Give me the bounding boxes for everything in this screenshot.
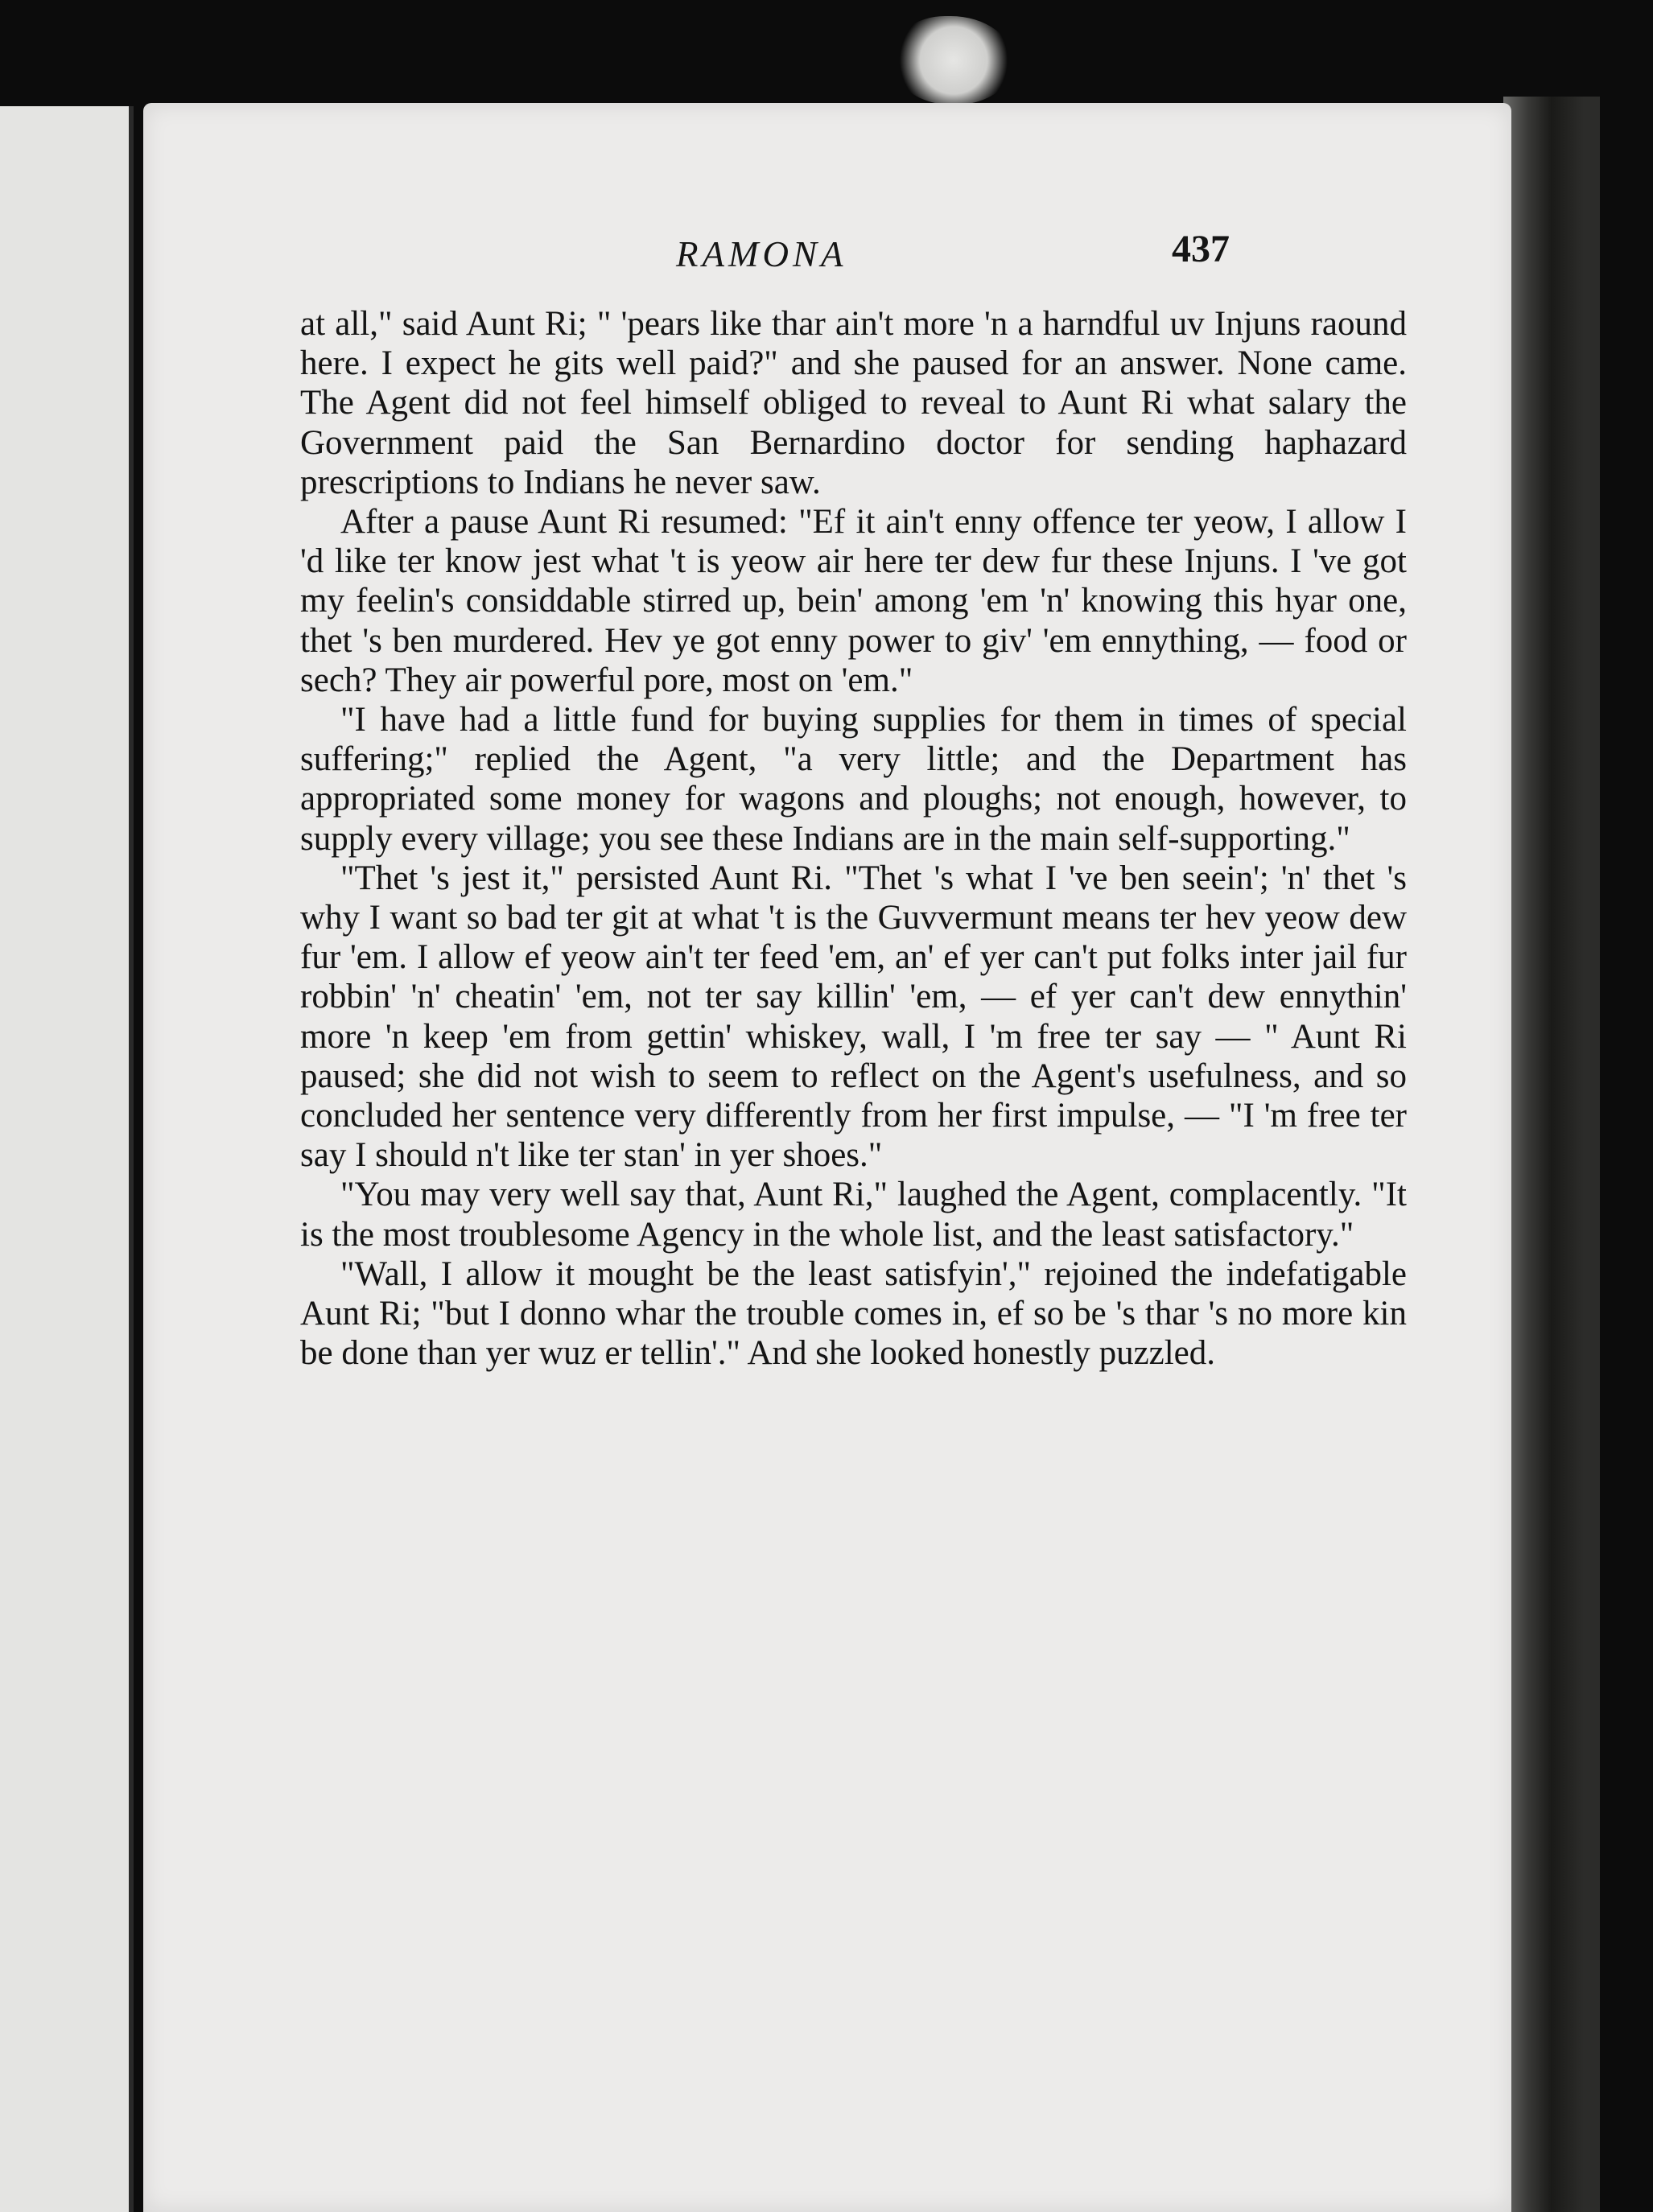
paragraph: "I have had a little fund for buying supplies for them in times of special suffering;" replied the Agent, "a very little; and the Department has appropriated some money for wagons and ploughs; not enough, however, to supply every village; you see these Indians are in the main self-supporting." bbox=[300, 701, 1407, 858]
paragraph: "You may very well say that, Aunt Ri," laughed the Agent, complacently. "It is the most troublesome Agency in the whole list, and the least satisfactory." bbox=[300, 1176, 1407, 1254]
paragraph: "Wall, I allow it mought be the least satisfyin'," rejoined the indefatigable Aunt Ri; "but I donno whar the trouble comes in, ef so be 's thar 's no more kin be done than yer wuz er tellin'." And she looked honestly puzzled. bbox=[300, 1254, 1407, 1373]
page-number: 437 bbox=[1172, 228, 1230, 270]
book-cover-edge bbox=[1503, 97, 1600, 2212]
paragraph: "Thet 's jest it," persisted Aunt Ri. "Thet 's what I 've ben seein'; 'n' thet 's why I want so bad ter git at what 't is the Guvvermunt means ter hev yeow dew fur 'em. I allow ef yeow ain't ter feed 'em, an' ef yer can't put folks inter jail fur robbin' 'n' cheatin' 'em, not ter say killin' 'em, — ef yer can't dew ennythin' more 'n keep 'em from gettin' whiskey, wall, I 'm free ter say — " Aunt Ri paused; she did not wish to seem to reflect on the Agent's usefulness, and so concluded her sentence very differently from her first impulse, — "I 'm free ter say I should n't like ter stan' in yer shoes." bbox=[300, 859, 1407, 1175]
previous-page-edge bbox=[0, 106, 134, 2212]
running-head bbox=[143, 228, 1511, 290]
paragraph: at all," said Aunt Ri; " 'pears like thar ain't more 'n a harndful uv Injuns raound here. I expect he gits well paid?" and she paused for an answer. None came. The Agent did not feel himself obliged to reveal to Aunt Ri what salary the Government paid the San Bernardino doctor for sending haphazard prescriptions to Indians he never saw. bbox=[300, 305, 1407, 501]
torn-paper-spot bbox=[893, 16, 1014, 105]
book-page bbox=[143, 103, 1511, 2212]
paragraph: After a pause Aunt Ri resumed: "Ef it ain't enny offence ter yeow, I allow I 'd like ter know jest what 't is yeow air here ter dew fur these Injuns. I 've got my feelin's considdable stirred up, bein' among 'em 'n' knowing this hyar one, thet 's ben murdered. Hev ye got enny power to giv' 'em ennything, — food or sech? They air powerful pore, most on 'em." bbox=[300, 503, 1407, 699]
running-title: RAMONA bbox=[676, 234, 847, 274]
body-text bbox=[300, 304, 1407, 1373]
